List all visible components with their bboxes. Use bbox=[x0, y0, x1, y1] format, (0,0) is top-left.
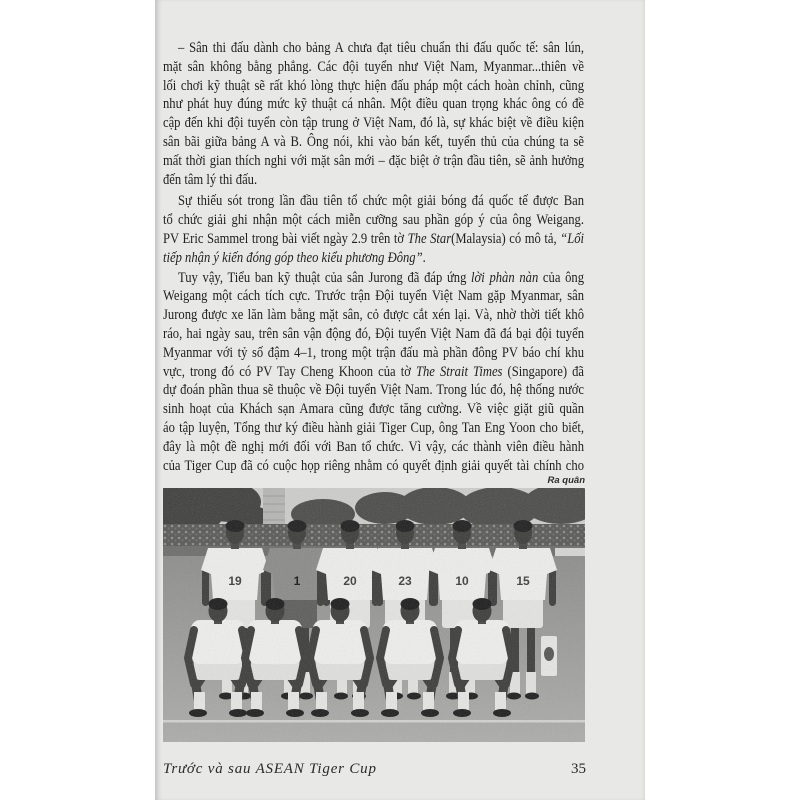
text-run: đây là một đề nghị mới đối với Ban tổ chức. Vì vậy, các thành viên điều hành bbox=[163, 438, 584, 455]
text-line-content bbox=[163, 133, 584, 152]
paragraph bbox=[163, 39, 584, 189]
text-line bbox=[163, 269, 584, 288]
text-run: (Singapore) đã bbox=[502, 363, 584, 380]
text-line bbox=[163, 192, 584, 211]
text-run: Weigang một cách tích cực. Trước trận Đội tuyển Việt Nam gặp Myanmar, sân bbox=[163, 288, 584, 305]
text-line-content bbox=[163, 438, 584, 457]
text-run: đến tâm lý thi đấu. bbox=[163, 171, 258, 188]
emphasis-text: “Lối bbox=[560, 230, 585, 247]
body-text bbox=[163, 39, 584, 475]
text-run: mặt sân không bằng phẳng. Các đội tuyển như Việt Nam, Myanmar...thiên về bbox=[163, 58, 584, 75]
text-line-content bbox=[163, 211, 584, 230]
text-run: Jurong được xe lăn làm bằng mặt sân, cỏ được cắt xén lại. Và, nhờ thời tiết khô bbox=[163, 307, 584, 324]
text-run: ráo, hai ngày sau, trên sân vận động đó, Đội tuyển Việt Nam đã đá bại đội tuyển bbox=[163, 325, 585, 342]
text-run: dự đoán phần thua sẽ thuộc về Đội tuyển Việt Nam. Trong lúc đó, hệ thống nước bbox=[163, 382, 584, 399]
text-line-content bbox=[178, 269, 584, 288]
text-run: sân bãi giữa bảng A và B. Ông nói, khi vào bán kết, tuyển thủ của chúng ta sẽ bbox=[163, 133, 584, 150]
text-line bbox=[163, 457, 584, 476]
text-line bbox=[163, 249, 584, 268]
jersey-number: 1 bbox=[293, 574, 301, 588]
text-run: PV Eric Sammel trong bài viết ngày 2.9 trên tờ bbox=[163, 230, 408, 247]
team-photo bbox=[163, 488, 585, 742]
jersey-number: 20 bbox=[343, 574, 357, 588]
text-line-content bbox=[163, 152, 584, 171]
jersey-number: 19 bbox=[228, 574, 242, 588]
text-line bbox=[163, 230, 584, 249]
photo-grain bbox=[163, 488, 585, 742]
text-line bbox=[163, 306, 584, 325]
text-line-content bbox=[163, 363, 584, 382]
text-run: cập đến khi đội tuyển còn tập trung ở Việt Nam, đó là, sự khác biệt về điều kiện bbox=[163, 115, 584, 132]
text-line-content bbox=[163, 77, 584, 96]
text-line bbox=[163, 400, 584, 419]
text-run: như phát huy đúng mức kỹ thuật cá nhân. Một điều quan trọng khác ông có đề bbox=[163, 96, 584, 113]
text-line bbox=[163, 77, 584, 96]
text-line bbox=[163, 344, 584, 363]
jersey-number: 10 bbox=[455, 574, 469, 588]
text-line-content bbox=[163, 344, 584, 363]
text-run: . bbox=[422, 249, 426, 266]
text-line-content bbox=[178, 39, 584, 58]
emphasis-text: tiếp nhận ý kiến đóng góp theo kiểu phương Đông” bbox=[163, 249, 423, 266]
text-run: của Tiger Cup đã có cuộc họp riêng nhằm có quyết định giải quyết tài chính cho bbox=[163, 457, 584, 474]
emphasis-text: The Star bbox=[407, 230, 452, 247]
text-line-content bbox=[163, 381, 584, 400]
text-line bbox=[163, 419, 584, 438]
text-line-content bbox=[163, 306, 584, 325]
text-line bbox=[163, 363, 584, 382]
text-line bbox=[163, 211, 584, 230]
text-run: Tuy vậy, Tiểu ban kỹ thuật của sân Jurong đã đáp ứng bbox=[178, 269, 472, 286]
emphasis-text: The Strait Times bbox=[415, 363, 503, 380]
text-line bbox=[163, 287, 584, 306]
text-line bbox=[163, 133, 584, 152]
text-run: lối chơi kỹ thuật sẽ rất khó lòng thực hiện đấu pháp một cách hoàn chỉnh, cũng bbox=[163, 77, 584, 94]
jersey-number: 23 bbox=[398, 574, 412, 588]
text-line bbox=[163, 58, 584, 77]
text-line-content bbox=[163, 171, 257, 190]
text-run: áo tập luyện, Tổng thư ký điều hành giải Tiger Cup, ông Tan Eng Yoon cho biết, bbox=[163, 419, 584, 436]
text-run: mất thời gian thích nghi với mặt sân mới – đặc biệt ở trận đầu tiên, sẽ ảnh hưởng bbox=[163, 152, 584, 169]
page-number: 35 bbox=[571, 761, 586, 777]
text-line bbox=[163, 438, 584, 457]
jersey-number: 15 bbox=[516, 574, 530, 588]
text-line bbox=[163, 325, 584, 344]
photo-caption: Ra quân bbox=[547, 475, 585, 486]
text-line-content bbox=[163, 400, 584, 419]
text-line-content bbox=[163, 287, 584, 306]
text-line-content bbox=[163, 249, 426, 268]
text-run: tổ chức giải ghi nhận một cách miễn cưỡng sau phần góp ý của ông Weigang. bbox=[163, 212, 584, 229]
text-line-content bbox=[163, 325, 584, 344]
text-line bbox=[163, 152, 584, 171]
text-run: (Malaysia) có mô tả, bbox=[451, 230, 561, 247]
text-line-content bbox=[163, 114, 584, 133]
text-line-content bbox=[163, 419, 584, 438]
text-line-content bbox=[163, 95, 584, 114]
text-line bbox=[163, 114, 584, 133]
text-run: vực, trong đó có PV Tay Cheng Khoon của tờ bbox=[163, 363, 416, 380]
paragraph bbox=[163, 269, 584, 476]
text-line bbox=[163, 171, 584, 190]
text-line-content bbox=[163, 230, 584, 249]
text-line-content bbox=[178, 192, 584, 211]
text-run: Myanmar với tỷ số đậm 4–1, trong một trận đấu mà phần đông PV báo chí khu bbox=[163, 344, 584, 361]
text-line-content bbox=[163, 457, 584, 476]
text-run: sinh hoạt của Khách sạn Amara cũng được tăng cường. Về việc giặt giũ quần bbox=[163, 401, 584, 418]
text-line-content bbox=[163, 58, 584, 77]
running-footer-title: Trước và sau ASEAN Tiger Cup bbox=[163, 761, 377, 777]
text-run: – Sân thi đấu dành cho bảng A chưa đạt tiêu chuẩn thi đấu quốc tế: sân lún, bbox=[178, 40, 585, 56]
paragraph bbox=[163, 192, 584, 267]
emphasis-text: lời phàn nàn bbox=[471, 269, 539, 286]
text-line bbox=[163, 381, 584, 400]
text-run: của ông bbox=[538, 269, 585, 286]
text-line bbox=[163, 39, 584, 58]
text-run: Sự thiếu sót trong lần đầu tiên tổ chức một giải bóng đá quốc tế được Ban bbox=[178, 193, 584, 210]
text-line bbox=[163, 95, 584, 114]
